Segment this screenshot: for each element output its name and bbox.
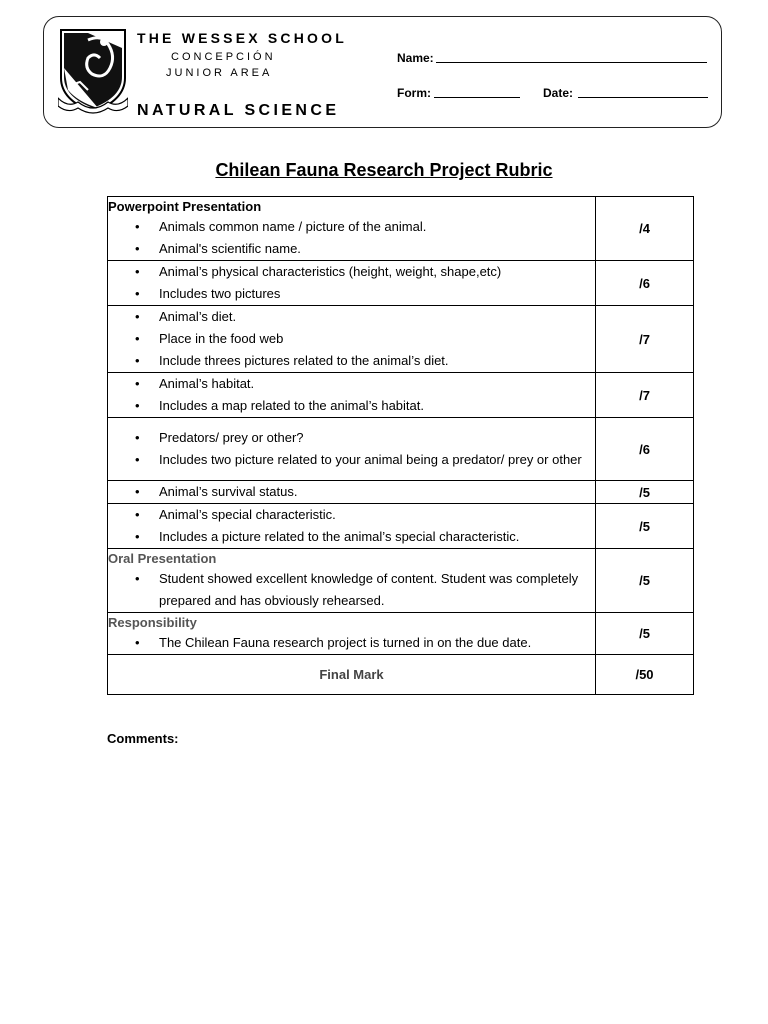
table-row	[108, 197, 694, 261]
name-label: Name:	[397, 51, 434, 65]
table-row	[108, 504, 694, 549]
date-field[interactable]	[578, 97, 708, 98]
table-row	[108, 613, 694, 655]
form-label: Form:	[397, 86, 431, 100]
table-row	[108, 481, 694, 504]
list-item: • Animal’s special characteristic.	[108, 504, 595, 526]
list-item: • Animals common name / picture of the animal.	[108, 216, 595, 238]
list-item: • Animal’s survival status.	[108, 481, 595, 503]
school-city: CONCEPCIÓN	[171, 51, 276, 63]
final-mark-label: Final Mark	[108, 655, 596, 695]
table-row	[108, 306, 694, 373]
list-item: • Animal’s diet.	[108, 306, 595, 328]
form-field[interactable]	[434, 97, 520, 98]
school-name: THE WESSEX SCHOOL	[137, 30, 347, 46]
list-item: • The Chilean Fauna research project is turned in on the due date.	[108, 632, 595, 654]
school-area: JUNIOR AREA	[166, 67, 273, 79]
comments-label: Comments:	[107, 731, 179, 746]
school-crest-icon	[58, 28, 128, 114]
table-row	[108, 418, 694, 481]
name-field[interactable]	[436, 62, 707, 63]
list-item: • Animal's scientific name.	[108, 238, 595, 260]
list-item: • Animal’s physical characteristics (height, weight, shape,etc)	[108, 261, 595, 283]
list-item: • Predators/ prey or other?	[108, 427, 595, 449]
points-cell: /4	[596, 197, 694, 261]
points-cell: /6	[596, 418, 694, 481]
subject-title: NATURAL SCIENCE	[137, 102, 340, 119]
list-item: • Includes two picture related to your animal being a predator/ prey or other	[108, 449, 595, 471]
table-row	[108, 655, 694, 695]
section-heading-oral: Oral Presentation	[108, 551, 217, 566]
points-cell: /5	[596, 481, 694, 504]
table-row	[108, 549, 694, 613]
list-item: • Include threes pictures related to the animal’s diet.	[108, 350, 595, 372]
points-cell: /5	[596, 549, 694, 613]
points-cell: /7	[596, 306, 694, 373]
points-cell: /5	[596, 613, 694, 655]
section-heading-powerpoint: Powerpoint Presentation	[108, 199, 262, 214]
list-item: • Student showed excellent knowledge of content. Student was completely prepared and has obviously rehearsed.	[108, 568, 595, 612]
date-label: Date:	[543, 86, 574, 100]
list-item: • Includes a picture related to the animal’s special characteristic.	[108, 526, 595, 548]
points-cell: /5	[596, 504, 694, 549]
points-cell: /7	[596, 373, 694, 418]
list-item: • Animal’s habitat.	[108, 373, 595, 395]
section-heading-responsibility: Responsibility	[108, 615, 197, 630]
page-title: Chilean Fauna Research Project Rubric	[215, 160, 553, 180]
list-item: • Includes a map related to the animal’s habitat.	[108, 395, 595, 417]
points-cell: /6	[596, 261, 694, 306]
table-row	[108, 373, 694, 418]
final-mark-points: /50	[596, 655, 694, 695]
list-item: • Includes two pictures	[108, 283, 595, 305]
table-row	[108, 261, 694, 306]
list-item: • Place in the food web	[108, 328, 595, 350]
rubric-table	[107, 196, 694, 695]
